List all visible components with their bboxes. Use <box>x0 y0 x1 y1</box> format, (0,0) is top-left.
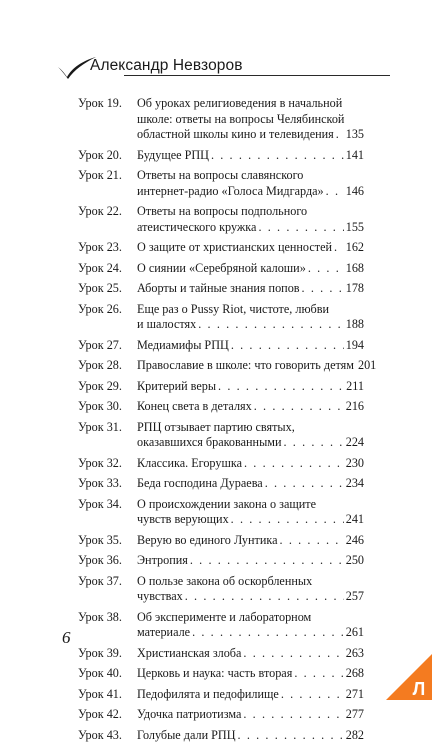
leader-dots <box>238 728 344 744</box>
lesson-label: Урок 39. <box>78 645 122 660</box>
running-header <box>56 55 386 77</box>
lesson-title-line: О защите от христианских ценностей <box>137 240 333 255</box>
page-ref: 250 <box>345 553 364 568</box>
lesson-title <box>137 666 364 682</box>
toc-entry <box>78 728 364 744</box>
leader-dots <box>211 148 344 164</box>
header-rule <box>124 75 390 76</box>
lesson-title <box>137 707 364 723</box>
lesson-label: Урок 35. <box>78 532 122 547</box>
page-ref: 224 <box>345 435 364 450</box>
lesson-title-line: Конец света в деталях <box>137 399 252 414</box>
lesson-title-line: Медиамифы РПЦ <box>137 337 229 352</box>
lesson-title <box>137 399 364 415</box>
leader-dots <box>218 379 344 395</box>
lesson-label: Урок 22. <box>78 204 122 219</box>
leader-dots <box>265 476 344 492</box>
page-ref: 230 <box>345 455 364 470</box>
page-ref: 271 <box>345 686 364 701</box>
lesson-title-line: оказавшихся бракованными <box>137 435 282 450</box>
lesson-label: Урок 41. <box>78 686 122 701</box>
lesson-title-line: и шалостях <box>137 317 197 332</box>
page-ref: 146 <box>345 183 364 198</box>
leader-dots <box>243 707 343 723</box>
lesson-title-line: О происхождении закона о защите <box>137 496 316 511</box>
page-ref: 241 <box>345 512 364 527</box>
lesson-title-line: Церковь и наука: часть вторая <box>137 666 293 681</box>
lesson-title-line: Классика. Егорушка <box>137 455 242 470</box>
lesson-label: Урок 33. <box>78 476 122 491</box>
page-ref: 257 <box>345 589 364 604</box>
toc-entry <box>78 646 364 662</box>
toc-entry <box>78 204 364 235</box>
lesson-title-line: Ответы на вопросы славянского <box>137 168 304 183</box>
page-ref: 261 <box>345 625 364 640</box>
page-ref: 194 <box>345 337 364 352</box>
lesson-label: Урок 38. <box>78 609 122 624</box>
lesson-title-line: Православие в школе: что говорить детям <box>137 358 354 373</box>
leader-dots <box>243 646 343 662</box>
page-ref: 277 <box>345 707 364 722</box>
lesson-title <box>137 456 364 472</box>
lesson-title-line: Еще раз о Pussy Riot, чистоте, любви <box>137 301 330 316</box>
leader-dots <box>198 317 343 333</box>
page-ref: 201 <box>357 358 377 373</box>
lesson-title <box>137 168 364 199</box>
leader-dots <box>326 184 344 200</box>
leader-dots <box>185 589 344 605</box>
leader-dots <box>258 220 343 236</box>
lesson-title-line: школе: ответы на вопросы Челябинской <box>137 111 345 126</box>
page-ref: 246 <box>345 532 364 547</box>
toc-entry <box>78 707 364 723</box>
lesson-label: Урок 24. <box>78 260 122 275</box>
lesson-title-line: Христианская злоба <box>137 645 242 660</box>
page-ref: 234 <box>345 476 364 491</box>
lesson-label: Урок 40. <box>78 666 122 681</box>
lesson-title-line: интернет-радио «Голоса Мидгарда» <box>137 183 324 198</box>
toc-entry <box>78 261 364 277</box>
leader-dots <box>308 261 344 277</box>
lesson-title-line: Энтропия <box>137 553 188 568</box>
leader-dots <box>254 399 344 415</box>
lesson-title-line: Об уроках религиоведения в начальной <box>137 96 343 110</box>
toc-entry <box>78 379 364 395</box>
toc-entry <box>78 497 364 528</box>
lesson-title <box>137 240 364 256</box>
lesson-title-line: Ответы на вопросы подпольного <box>137 204 308 219</box>
lesson-title <box>137 379 364 395</box>
page-ref: 263 <box>345 645 364 660</box>
page-ref: 268 <box>345 666 364 681</box>
toc-entry <box>78 240 364 256</box>
lesson-title-line: Аборты и тайные знания попов <box>137 281 300 296</box>
toc-entry <box>78 420 364 451</box>
lesson-title-line: Будущее РПЦ <box>137 147 209 162</box>
toc-entry <box>78 338 364 354</box>
lesson-title-line: Удочка патриотизма <box>137 707 242 722</box>
toc-entry <box>78 666 364 682</box>
toc-entry <box>78 302 364 333</box>
toc-entry <box>78 553 364 569</box>
toc-entry <box>78 168 364 199</box>
lesson-label: Урок 36. <box>78 553 122 568</box>
lesson-label: Урок 32. <box>78 455 122 470</box>
publisher-logo-icon <box>386 654 432 700</box>
lesson-title-line: РПЦ отзывает партию святых, <box>137 419 295 434</box>
lesson-title <box>137 497 364 528</box>
lesson-label: Урок 20. <box>78 147 122 162</box>
lesson-title-line: О пользе закона об оскорбленных <box>137 573 313 588</box>
leader-dots <box>336 127 344 143</box>
leader-dots <box>280 533 344 549</box>
lesson-title-line: чувствах <box>137 589 183 604</box>
leader-dots <box>231 338 344 354</box>
toc-entry <box>78 96 364 143</box>
lesson-label: Урок 25. <box>78 281 122 296</box>
lesson-label: Урок 42. <box>78 707 122 722</box>
page-ref: 141 <box>345 147 364 162</box>
leader-dots <box>284 435 344 451</box>
lesson-title <box>137 610 364 641</box>
page-ref: 178 <box>345 281 364 296</box>
lesson-title-line: Беда господина Дураева <box>137 476 263 491</box>
leader-dots <box>192 625 344 641</box>
lesson-title <box>137 338 364 354</box>
leader-dots <box>231 512 344 528</box>
lesson-title-line: материале <box>137 625 191 640</box>
leader-dots <box>334 240 344 256</box>
lesson-title <box>137 553 364 569</box>
lesson-label: Урок 31. <box>78 419 122 434</box>
lesson-label: Урок 43. <box>78 727 122 742</box>
leader-dots <box>294 666 343 682</box>
toc-entry <box>78 610 364 641</box>
lesson-label: Урок 21. <box>78 168 122 183</box>
lesson-title <box>137 574 364 605</box>
leader-dots <box>190 553 344 569</box>
lesson-title-line: О сиянии «Серебряной калоши» <box>137 260 306 275</box>
lesson-label: Урок 27. <box>78 337 122 352</box>
lesson-title-line: Верую во единого Лунтика <box>137 532 278 547</box>
lesson-title <box>137 302 364 333</box>
leader-dots <box>302 281 344 297</box>
lesson-label: Урок 26. <box>78 301 122 316</box>
lesson-title <box>137 148 364 164</box>
lesson-title-line: Педофилята и педофилище <box>137 686 279 701</box>
lesson-title <box>137 96 364 143</box>
toc-entry <box>78 281 364 297</box>
lesson-title-line: атеистического кружка <box>137 219 257 234</box>
lesson-title <box>137 646 364 662</box>
lesson-title <box>137 533 364 549</box>
page-ref: 216 <box>345 399 364 414</box>
lesson-label: Урок 29. <box>78 378 122 393</box>
toc-entry <box>78 358 377 374</box>
lesson-title <box>137 476 364 492</box>
lesson-title-line: чувств верующих <box>137 512 229 527</box>
toc-entry <box>78 574 364 605</box>
lesson-label: Урок 30. <box>78 399 122 414</box>
toc-entry <box>78 456 364 472</box>
page-number: 6 <box>62 628 71 647</box>
lesson-label: Урок 28. <box>78 358 122 373</box>
lesson-title <box>137 281 364 297</box>
lesson-label: Урок 23. <box>78 240 122 255</box>
lesson-title-line: Голубые дали РПЦ <box>137 727 236 742</box>
lesson-title <box>137 728 364 744</box>
svg-text:Л: Л <box>412 679 426 699</box>
page-ref: 162 <box>345 240 364 255</box>
page-ref: 282 <box>345 727 364 742</box>
page-ref: 135 <box>345 127 364 142</box>
leader-dots <box>244 456 344 472</box>
toc-entry <box>78 533 364 549</box>
table-of-contents <box>78 96 377 748</box>
lesson-label: Урок 37. <box>78 573 122 588</box>
lesson-title-line: Об эксперименте и лабораторном <box>137 609 312 624</box>
lesson-title <box>137 204 364 235</box>
lesson-title-line: областной школы кино и телевидения <box>137 127 334 142</box>
toc-entry <box>78 476 364 492</box>
page-ref: 211 <box>346 378 364 393</box>
page-ref: 168 <box>345 260 364 275</box>
lesson-title <box>137 261 364 277</box>
lesson-title <box>137 420 364 451</box>
lesson-label: Урок 19. <box>78 96 122 110</box>
lesson-label: Урок 34. <box>78 496 122 511</box>
lesson-title-line: Критерий веры <box>137 378 217 393</box>
author-name: Александр Невзоров <box>90 57 243 74</box>
toc-entry <box>78 399 364 415</box>
lesson-title <box>137 358 377 374</box>
page-ref: 188 <box>345 317 364 332</box>
page-ref: 155 <box>345 219 364 234</box>
toc-entry <box>78 148 364 164</box>
